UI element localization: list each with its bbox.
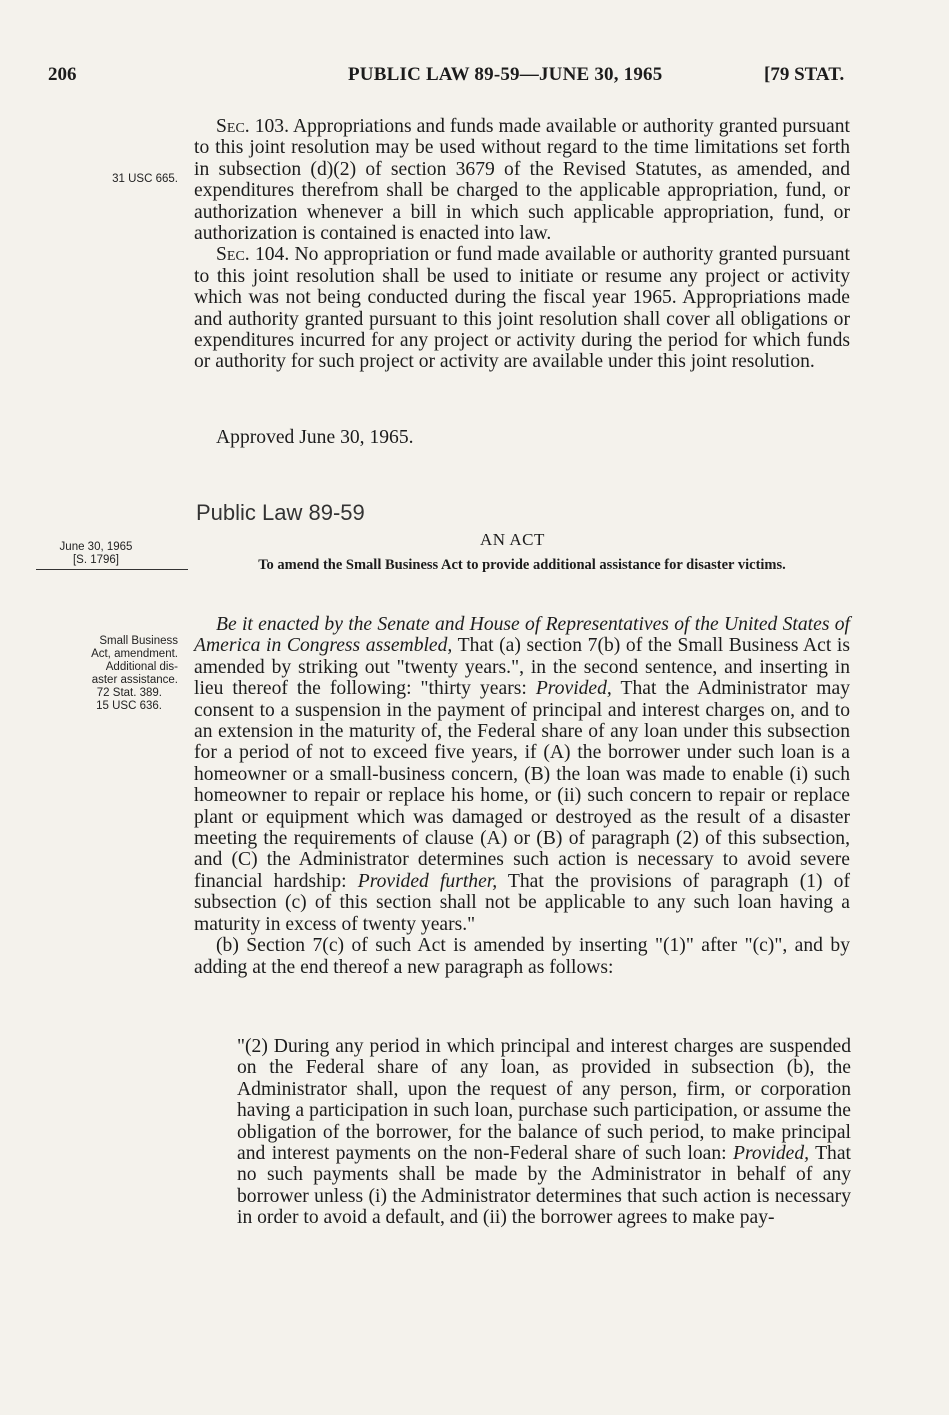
- section-104: [194, 244, 850, 372]
- volume-reference: [79 STAT.: [764, 64, 845, 85]
- section-a-text-continued: That the Administrator may consent to a suspension in the payment of principal and interest charges on, and to an extension in the maturity of, the Federal share of any loan under this subsection for a period of not to exceed five years, if (A) the borrower under such loan is a homeowner or a small-business concern, (B) the loan was made to enable (i) such homeowner to repair or replace his home, or (ii) such concern to repair or replace plant or equipment which was damaged or destroyed as the result of a disaster meeting the requirements of clause (A) or (B) of paragraph (2) of this subsection, and (C) the Administrator determines such action is necessary to avoid severe financial hardship:: [194, 678, 850, 892]
- quoted-text: "(2) During any period in which principal and interest charges are suspended on the Federal share of any loan, as provided in subsection (b), the Administrator shall, upon the request of any person, firm, or corporation having a participation in such loan, purchase such participation, or assume the obligation of the borrower, for the balance of such period, to make principal and interest payments on the non-Federal share of such loan:: [237, 1036, 851, 1165]
- quoted-provided-italic: Provided,: [733, 1143, 810, 1165]
- section-104-label: Sec. 104.: [216, 244, 290, 266]
- public-law-heading: Public Law 89-59: [196, 500, 365, 525]
- section-a-text: That (a) section 7(b) of the Small Business Act is amended by striking out "twenty years.", in the second sentence, and inserting in lieu thereof the following: "thirty years:: [194, 635, 850, 700]
- margin-note-date: June 30, 1965: [59, 541, 133, 553]
- section-103-text: Appropriations and funds made available or authority granted pursuant to this joint resolution may be used without regard to the time limitations set forth in subsection (d)(2) of section 3679 of the Revised Statutes, as amended, and expenditures therefrom shall be charged to the applicable appropriation, fund, or authorization whenever a bill in which such applicable appropriation, fund, or authorization is contained is enacted into law.: [194, 116, 850, 245]
- quoted-text-continued: That no such payments shall be made by the Administrator in behalf of any borrower unless (i) the Administrator determines that such action is necessary in order to avoid a default, and (ii) the borrower agrees to make pay-: [237, 1143, 851, 1229]
- section-a: [194, 614, 850, 935]
- approved-date: Approved June 30, 1965.: [216, 427, 414, 448]
- margin-subject-line: Small Business: [99, 635, 178, 647]
- section-a-text-end: That the provisions of paragraph (1) of subsection (c) of this section shall not be applicable to any such loan having a maturity in excess of twenty years.": [194, 870, 850, 935]
- margin-note-subject: [20, 635, 178, 713]
- an-act-heading: AN ACT: [480, 530, 545, 549]
- enacting-clause: [194, 614, 850, 978]
- section-103-label: Sec. 103.: [216, 116, 289, 137]
- section-104-text: No appropriation or fund made available or authority granted pursuant to this joint resolution shall be used to initiate or resume any project or activity which was not being conducted during the fiscal year 1965. Appropriations made and authority granted pursuant to this joint resolution shall cover all obligations or expenditures incurred for any project or activity during the period for which funds or authority for such project or activity are available under this joint resolution.: [194, 244, 850, 373]
- margin-divider: [36, 569, 188, 570]
- sections-103-104: [194, 116, 850, 373]
- section-103: [194, 116, 850, 244]
- margin-note-bill: [S. 1796]: [72, 554, 120, 566]
- margin-subject-line: aster assistance.: [91, 674, 178, 686]
- margin-subject-line: Act, amendment.: [91, 648, 178, 660]
- quoted-paragraph-2: [237, 1036, 851, 1229]
- page-number: 206: [48, 64, 77, 85]
- margin-note-usc-665: 31 USC 665.: [112, 173, 178, 185]
- margin-subject-line: 72 Stat. 389.: [96, 687, 162, 699]
- provided-italic: Provided,: [535, 678, 612, 700]
- act-title: To amend the Small Business Act to provide additional assistance for disaster victims.: [258, 557, 786, 573]
- margin-subject-line: Additional dis-: [105, 661, 178, 673]
- provided-further-italic: Provided further,: [357, 870, 498, 892]
- running-head: PUBLIC LAW 89-59—JUNE 30, 1965: [348, 64, 663, 85]
- margin-subject-line: 15 USC 636.: [96, 700, 162, 712]
- enacting-formula: Be it enacted by the Senate and House of Representatives of the United States of America in Congress assembled,: [194, 614, 850, 657]
- section-b: (b) Section 7(c) of such Act is amended by inserting "(1)" after "(c)", and by adding at the end thereof a new paragraph as follows:: [194, 935, 850, 978]
